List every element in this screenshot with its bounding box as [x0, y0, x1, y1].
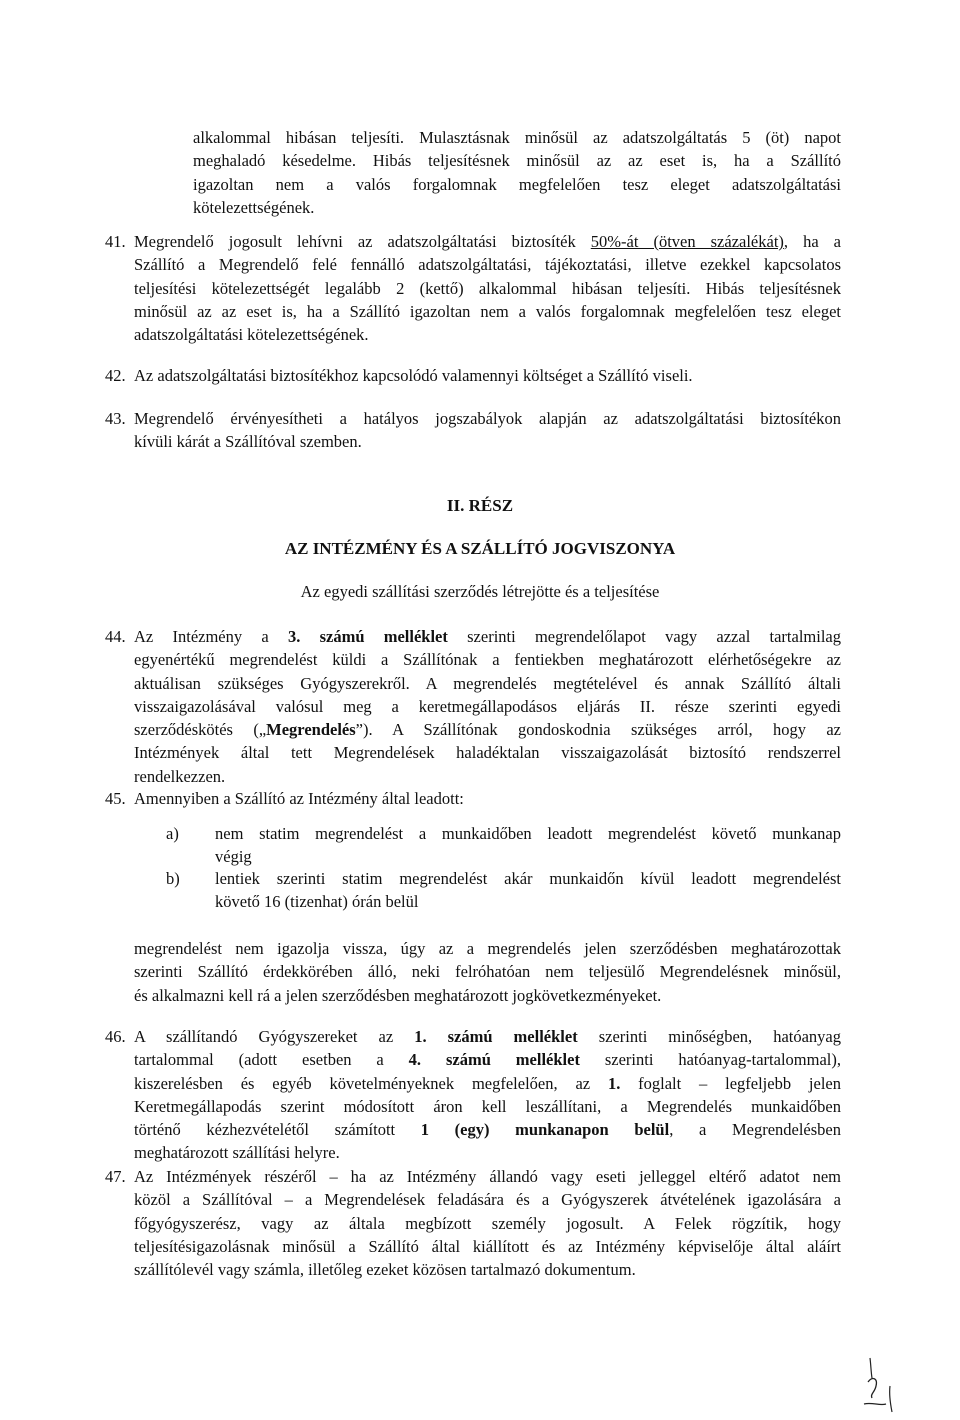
list-item — [215, 822, 841, 869]
text-line: visszaigazolásával valósul meg a keretmegállapodásos eljárás II. része szerinti egyedi — [134, 696, 841, 716]
text-line: teljesítésigazolásnak minősül a Szállító által kiállított és az Intézmény képviselője által aláírt — [134, 1236, 841, 1256]
text-line: aktuálisan szükséges Gyógyszerekről. A megrendelés megtételével és annak Szállító általi — [134, 673, 841, 693]
text-line: történő kézhezvételétől számított 1 (egy) munkanapon belül, a Megrendelésben — [134, 1120, 841, 1140]
paragraph-number-42: 42. — [105, 366, 126, 385]
text-line: igazoltan nem a valós forgalomnak megfelelően tesz eleget adatszolgáltatási — [193, 174, 841, 194]
text-line: Az Intézmény a 3. számú melléklet szerinti megrendelőlapot vagy azzal tartalmilag — [134, 627, 841, 646]
bold-reference: 4. számú melléklet — [408, 1050, 580, 1070]
paragraph-45-closing — [134, 937, 841, 1007]
text-line: Keretmegállapodás szerint módosított áron kell leszállítani, a Megrendelés munkaidőben — [134, 1096, 841, 1116]
text-line: szállítólevél vagy számla, illetőleg ezeket közösen tartalmazó dokumentum. — [134, 1260, 636, 1280]
text-line: főgyógyszerész, vagy az általa megbízott személy jogosult. A Felek rögzítik, hogy — [134, 1213, 841, 1233]
paragraph-46 — [134, 1025, 841, 1165]
text-line: szerinti Szállító érdekkörében álló, neki felróhatóan nem teljesülő Megrendelésnek minősül, — [134, 962, 841, 982]
text-line: meghaladó késedelme. Hibás teljesítésnek minősül az az eset is, ha a Szállító — [193, 151, 841, 171]
text-line: adatszolgáltatási kötelezettségének. — [134, 325, 369, 345]
bold-reference: 1. számú melléklet — [414, 1027, 578, 1046]
list-item — [215, 867, 841, 914]
paragraph-number-47: 47. — [105, 1167, 126, 1186]
text-line: rendelkezzen. — [134, 766, 226, 786]
paragraph-42 — [134, 364, 841, 387]
text-line: minősül az az eset is, ha a Szállító igazoltan nem a valós forgalomnak megfelelően tesz eleget — [134, 301, 841, 321]
text-line: lentiek szerinti statim megrendelést akár munkaidőn kívül leadott megrendelést — [215, 869, 841, 888]
text-line: és alkalmazni kell rá a jelen szerződésben meghatározott jogkövetkezményeket. — [134, 985, 662, 1005]
continuation-paragraph — [193, 126, 841, 219]
list-marker: a) — [166, 824, 179, 843]
underlined-percentage: 50%-át (ötven százalékát) — [590, 232, 784, 251]
paragraph-number-44: 44. — [105, 627, 126, 646]
text-line: kötelezettségének. — [193, 197, 315, 217]
text-line: Az Intézmények részéről – ha az Intézmény állandó vagy eseti jelleggel eltérő adatot nem — [134, 1167, 841, 1186]
list-marker: b) — [166, 869, 180, 888]
text-line: Szállító a Megrendelő felé fennálló adatszolgáltatási, tájékoztatási, illetve ezekkel kapcsolatos — [134, 255, 841, 275]
text-line: Amennyiben a Szállító az Intézmény által leadott: — [134, 789, 464, 808]
text-line: kívüli kárát a Szállítóval szemben. — [134, 432, 362, 452]
paragraph-number-45: 45. — [105, 789, 126, 808]
part-heading: II. RÉSZ — [446, 496, 514, 515]
text-line: tartalommal (adott esetben a 4. számú melléklet szerinti hatóanyag-tartalommal), — [134, 1050, 841, 1070]
paragraph-number-43: 43. — [105, 409, 126, 428]
text-line: közöl a Szállítóval – a Megrendelések feladására és a Gyógyszerek átvételének igazolására a — [134, 1190, 841, 1210]
text-line: teljesítési kötelezettségét legalább 2 (kettő) alkalommal hibásan teljesíti. Hibás teljesítésnek — [134, 278, 841, 298]
text-line: Megrendelő érvényesítheti a hatályos jogszabályok alapján az adatszolgáltatási biztosítékon — [134, 409, 841, 428]
paragraph-47 — [134, 1165, 841, 1281]
bold-term: Megrendelés — [266, 720, 356, 740]
paragraph-number-46: 46. — [105, 1027, 126, 1046]
paragraph-45-intro — [134, 787, 841, 810]
section-title: AZ INTÉZMÉNY ÉS A SZÁLLÍTÓ JOGVISZONYA — [284, 539, 676, 558]
text-line: nem statim megrendelést a munkaidőben leadott megrendelést követő munkanap — [215, 824, 841, 843]
text-line: A szállítandó Gyógyszereket az 1. számú melléklet szerinti minőségben, hatóanyag — [134, 1027, 841, 1046]
text-line: alkalommal hibásan teljesíti. Mulasztásnak minősül az adatszolgáltatás 5 (öt) napot — [193, 128, 841, 147]
handwritten-initials — [862, 1352, 902, 1414]
text-line: követő 16 (tizenhat) órán belül — [215, 892, 419, 912]
text-line: végig — [215, 847, 252, 867]
text-line: meghatározott szállítási helyre. — [134, 1143, 340, 1163]
bold-deadline: 1 (egy) munkanapon belül — [420, 1120, 670, 1140]
paragraph-number-41: 41. — [105, 232, 126, 251]
text-line: Megrendelő jogosult lehívni az adatszolgáltatási biztosíték 50%-át (ötven százalékát), ha a — [134, 232, 841, 251]
section-subtitle: Az egyedi szállítási szerződés létrejötte és a teljesítése — [300, 582, 660, 601]
text-line: szerződéskötés („Megrendelés”). A Szállítónak gondoskodnia szükséges arról, hogy az — [134, 720, 841, 740]
paragraph-44 — [134, 625, 841, 788]
text-line: megrendelést nem igazolja vissza, úgy az a megrendelés jelen szerződésben meghatározottak — [134, 939, 841, 958]
text-line: egyenértékű megrendelést küldi a Szállítónak a fentiekben meghatározott elérhetőségekre az — [134, 650, 841, 670]
bold-reference: 1. — [607, 1073, 621, 1093]
paragraph-41 — [134, 230, 841, 346]
text-line: kiszerelésben és egyéb követelményeknek megfelelően, az 1. foglalt – legfeljebb jelen — [134, 1073, 841, 1093]
text-line: Intézmények által tett Megrendelések haladéktalan visszaigazolását biztosító rendszerrel — [134, 743, 841, 763]
text-line: Az adatszolgáltatási biztosítékhoz kapcsolódó valamennyi költséget a Szállító viseli. — [134, 366, 693, 385]
bold-reference: 3. számú melléklet — [287, 627, 448, 646]
paragraph-43 — [134, 407, 841, 454]
